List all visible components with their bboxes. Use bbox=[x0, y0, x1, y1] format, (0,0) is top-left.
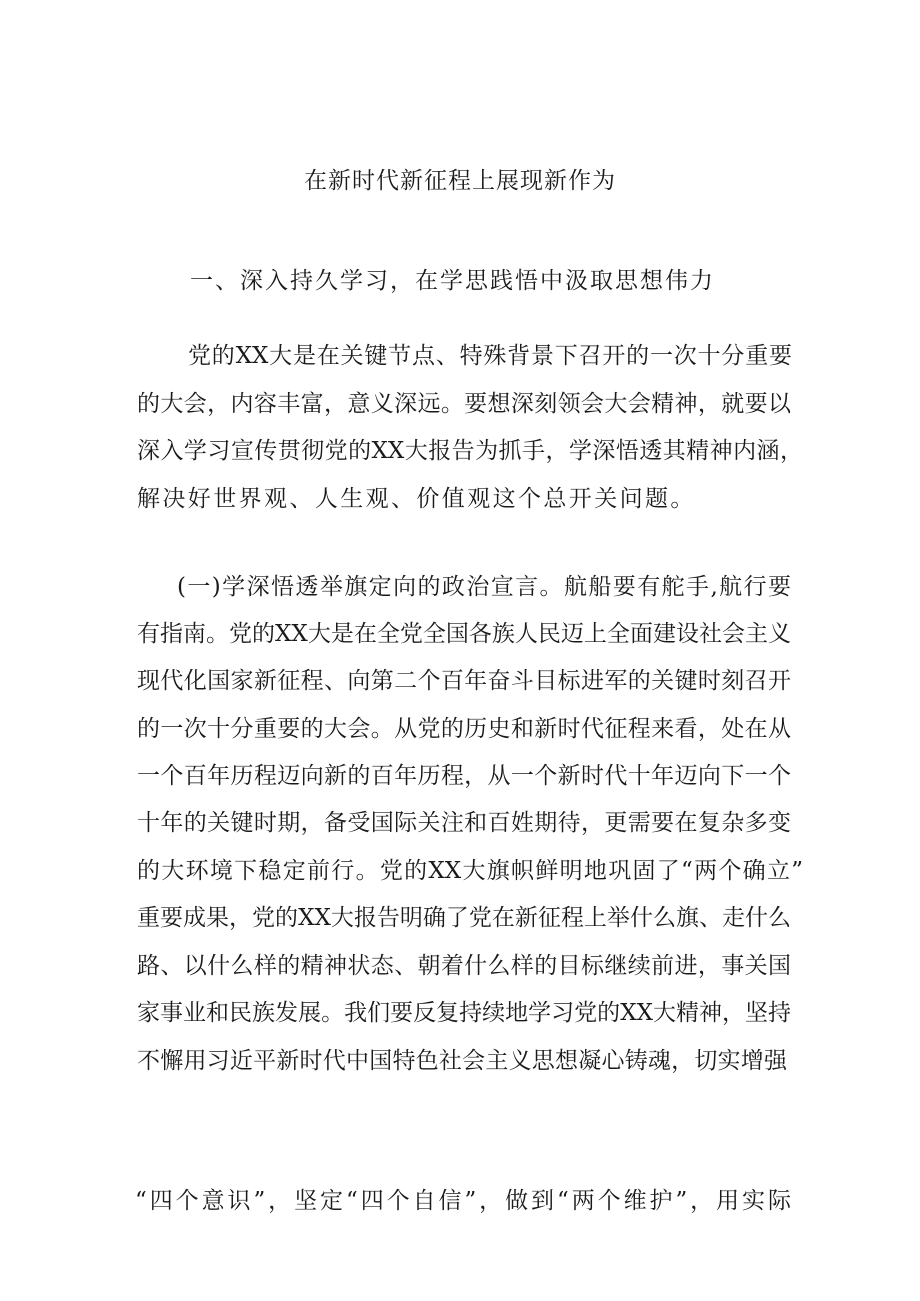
paragraph-line: 一个百年历程迈向新的百年历程，从一个新时代十年迈向下一个 bbox=[137, 763, 791, 789]
paragraph-line: 家事业和民族发展。我们要反复持续地学习党的XX大精神，坚持 bbox=[137, 1000, 791, 1026]
section-heading: 一、深入持久学习，在学思践悟中汲取思想伟力 bbox=[190, 268, 715, 294]
paragraph-line: 的大会，内容丰富，意义深远。要想深刻领会大会精神，就要以 bbox=[137, 391, 791, 417]
paragraph-line: 路、以什么样的精神状态、朝着什么样的目标继续前进，事关国 bbox=[137, 953, 791, 979]
paragraph-line: 深入学习宣传贯彻党的XX大报告为抓手，学深悟透其精神内涵， bbox=[137, 438, 803, 464]
document-title: 在新时代新征程上展现新作为 bbox=[304, 168, 616, 194]
paragraph-line: 有指南。党的XX大是在全党全国各族人民迈上全面建设社会主义 bbox=[137, 621, 791, 647]
paragraph-line: 的一次十分重要的大会。从党的历史和新时代征程来看，处在从 bbox=[137, 716, 791, 742]
paragraph-line: 十年的关键时期，备受国际关注和百姓期待，更需要在复杂多变 bbox=[137, 810, 791, 836]
paragraph-line: 党的XX大是在关键节点、特殊背景下召开的一次十分重要 bbox=[188, 343, 792, 369]
paragraph-line: 重要成果，党的XX大报告明确了党在新征程上举什么旗、走什么 bbox=[137, 905, 791, 931]
paragraph-line: 现代化国家新征程、向第二个百年奋斗目标进军的关键时刻召开 bbox=[137, 668, 791, 694]
paragraph-line: 的大环境下稳定前行。党的XX大旗帜鲜明地巩固了“两个确立” bbox=[137, 858, 803, 884]
paragraph-line: 解决好世界观、人生观、价值观这个总开关问题。 bbox=[137, 486, 696, 512]
paragraph-line: 不懈用习近平新时代中国特色社会主义思想凝心铸魂，切实增强 bbox=[137, 1048, 787, 1074]
paragraph-line: (一)学深悟透举旗定向的政治宣言。航船要有舵手,航行要 bbox=[177, 574, 791, 600]
continuation-line: “四个意识”，坚定“四个自信”，做到“两个维护”，用实际 bbox=[135, 1188, 791, 1214]
